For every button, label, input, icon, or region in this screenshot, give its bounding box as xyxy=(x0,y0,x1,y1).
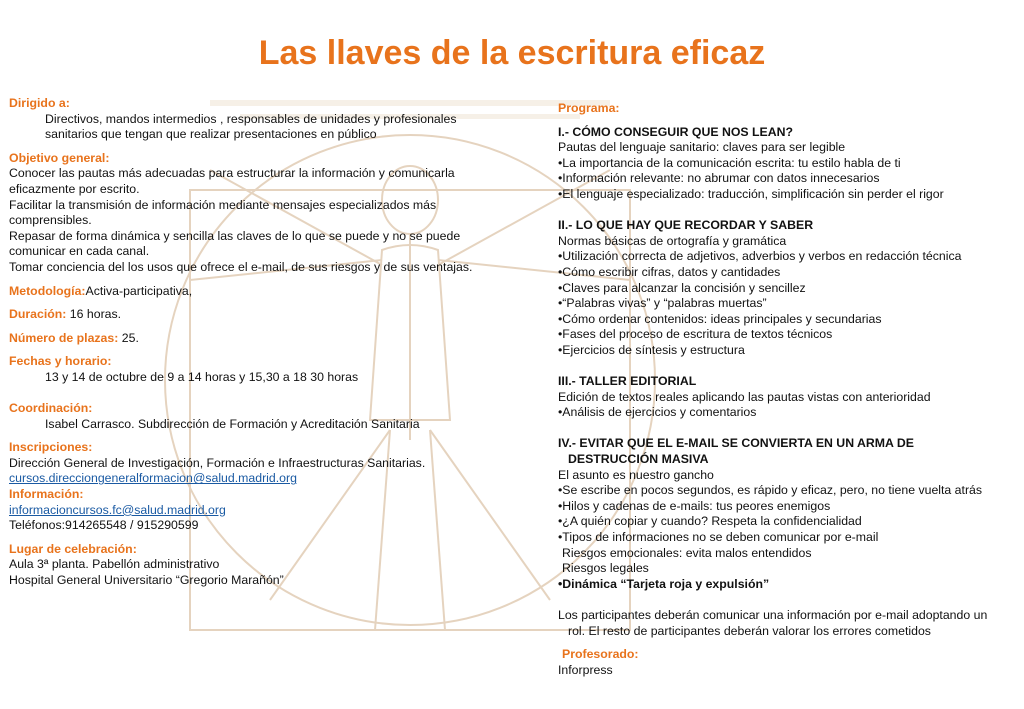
program-subitem: Riesgos emocionales: evita malos entendidos xyxy=(562,545,812,560)
program-item: •“Palabras vivas” y “palabras muertas” xyxy=(558,296,767,311)
dirigido-text: Directivos, mandos intermedios , responsables de unidades y profesionales sanitarios que tengan que realizar presentaciones en público xyxy=(45,111,457,142)
program-item-dinamica: •Dinámica “Tarjeta roja y expulsión” xyxy=(558,576,770,591)
objetivo-line: Repasar de forma dinámica y sencilla las claves de lo que se puede y no se puede comunicar en cada canal. xyxy=(9,228,461,259)
closing-line: rol. El resto de participantes deberán valorar los errores cometidos xyxy=(568,623,931,638)
program-subitem: Riesgos legales xyxy=(562,561,649,576)
duracion-value: 16 horas. xyxy=(66,307,122,322)
telefonos-text: Teléfonos:914265548 / 915290599 xyxy=(9,518,199,533)
fechas-heading: Fechas y horario: xyxy=(9,354,112,369)
program-item: •La importancia de la comunicación escrita: tu estilo habla de ti xyxy=(558,155,901,170)
program-item: •¿A quién copiar y cuando? Respeta la confidencialidad xyxy=(558,514,862,529)
metodologia-row xyxy=(9,284,479,300)
program-item: •Fases del proceso de escritura de textos técnicos xyxy=(558,327,833,342)
program-item: •Cómo ordenar contenidos: ideas principales y secundarias xyxy=(558,311,882,326)
section-heading: III.- TALLER EDITORIAL xyxy=(558,374,697,389)
lugar-heading: Lugar de celebración: xyxy=(9,541,137,556)
informacion-email-link[interactable]: informacioncursos.fc@salud.madrid.org xyxy=(9,502,226,517)
program-item: El asunto es nuestro gancho xyxy=(558,467,714,482)
program-item: •Tipos de informaciones no se deben comunicar por e-mail xyxy=(558,530,879,545)
duracion-row xyxy=(9,307,479,323)
metodologia-label: Metodología: xyxy=(9,283,86,298)
program-item: Normas básicas de ortografía y gramática xyxy=(558,233,787,248)
program-item: •Cómo escribir cifras, datos y cantidades xyxy=(558,264,781,279)
program-item: •El lenguaje especializado: traducción, simplificación sin perder el rigor xyxy=(558,186,944,201)
informacion-heading: Información: xyxy=(9,487,84,502)
duracion-label: Duración: xyxy=(9,307,67,322)
metodologia-value: Activa-participativa, xyxy=(85,283,193,298)
inscripciones-heading: Inscripciones: xyxy=(9,440,93,455)
section-heading-continued: DESTRUCCIÓN MASIVA xyxy=(568,452,709,467)
objetivo-heading: Objetivo general: xyxy=(9,150,110,165)
profesorado-value: Inforpress xyxy=(558,662,613,677)
section-heading: IV.- EVITAR QUE EL E-MAIL SE CONVIERTA EN UN ARMA DE xyxy=(558,436,914,451)
program-item: Edición de textos reales aplicando las pautas vistas con anterioridad xyxy=(558,389,931,404)
plazas-row xyxy=(9,331,479,347)
program-column xyxy=(558,101,1020,678)
page-title: Las llaves de la escritura eficaz xyxy=(258,34,766,72)
lugar-line: Aula 3ª planta. Pabellón administrativo xyxy=(9,557,220,572)
dirigido-heading: Dirigido a: xyxy=(9,96,70,110)
program-item: •Hilos y cadenas de e-mails: tus peores enemigos xyxy=(558,498,831,513)
objetivo-line: Conocer las pautas más adecuadas para estructurar la información y comunicarla eficazmente por escrito. xyxy=(9,166,455,196)
inscripciones-email-link[interactable]: cursos.direcciongeneralformacion@salud.madrid.org xyxy=(9,471,297,486)
inscripciones-value: Dirección General de Investigación, Formación e Infraestructuras Sanitarias. xyxy=(9,455,426,470)
fechas-value: 13 y 14 de octubre de 9 a 14 horas y 15,30 a 18 30 horas xyxy=(45,369,359,384)
program-item: •Ejercicios de síntesis y estructura xyxy=(558,342,745,357)
program-item: •Se escribe en pocos segundos, es rápido y eficaz, pero, no tiene vuelta atrás xyxy=(558,483,983,498)
lugar-line: Hospital General Universitario “Gregorio Marañón” xyxy=(9,573,284,588)
course-info-column xyxy=(9,96,479,589)
programa-heading: Programa: xyxy=(558,101,620,115)
program-item: •Claves para alcanzar la concisión y sencillez xyxy=(558,280,806,295)
objetivo-line: Tomar conciencia del los usos que ofrece el e-mail, de sus riesgos y de sus ventajas. xyxy=(9,259,473,274)
program-item: Pautas del lenguaje sanitario: claves para ser legible xyxy=(558,140,846,155)
program-item: •Análisis de ejercicios y comentarios xyxy=(558,405,757,420)
plazas-label: Número de plazas: xyxy=(9,330,119,345)
program-item: •Información relevante: no abrumar con datos innecesarios xyxy=(558,171,880,186)
profesorado-heading: Profesorado: xyxy=(562,647,639,662)
coordinacion-heading: Coordinación: xyxy=(9,401,93,416)
section-heading: I.- CÓMO CONSEGUIR QUE NOS LEAN? xyxy=(558,124,794,139)
closing-line: Los participantes deberán comunicar una información por e-mail adoptando un xyxy=(558,608,988,622)
program-item: •Utilización correcta de adjetivos, adverbios y verbos en redacción técnica xyxy=(558,249,962,264)
plazas-value: 25. xyxy=(118,330,139,345)
objetivo-line: Facilitar la transmisión de información mediante mensajes especializados más comprensibles. xyxy=(9,197,437,228)
section-heading: II.- LO QUE HAY QUE RECORDAR Y SABER xyxy=(558,218,814,233)
coordinacion-value: Isabel Carrasco. Subdirección de Formación y Acreditación Sanitaria xyxy=(45,416,420,431)
